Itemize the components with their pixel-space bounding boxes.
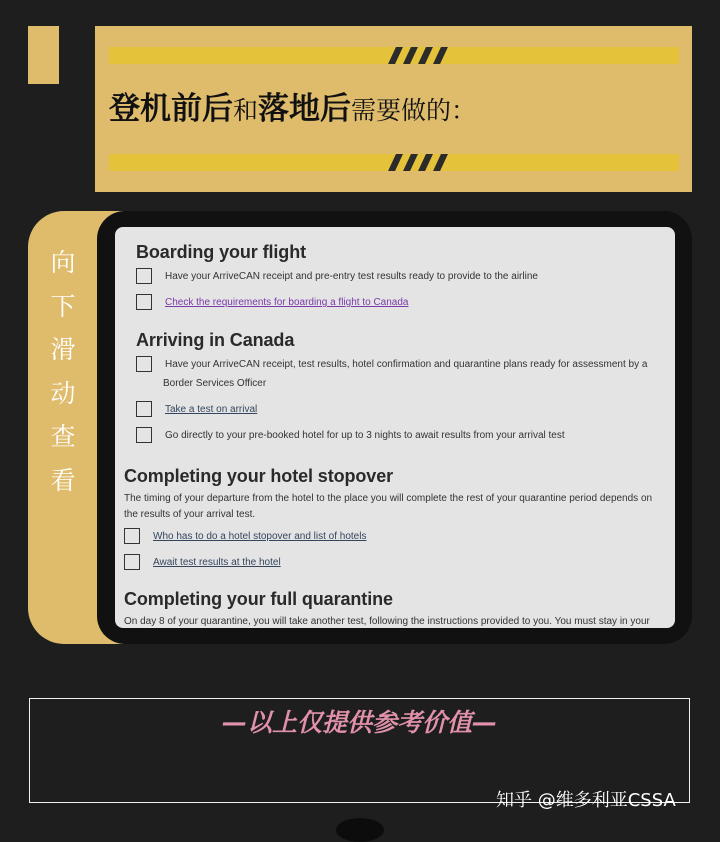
- checkbox[interactable]: [136, 356, 152, 372]
- quarantine-paragraph: On day 8 of your quarantine, you will take another test, following the instructions provided to you. You must stay in your: [124, 616, 650, 627]
- header-accent-tab: [28, 26, 59, 84]
- checkbox[interactable]: [124, 554, 140, 570]
- scroll-hint-char: 滑: [50, 335, 76, 364]
- checkbox[interactable]: [136, 268, 152, 284]
- checkbox[interactable]: [136, 427, 152, 443]
- header-stripe-bottom: [109, 154, 679, 171]
- title-suffix: 需要做的：: [351, 96, 477, 125]
- boarding-requirements-link[interactable]: Check the requirements for boarding a flight to Canada: [165, 297, 409, 308]
- bottom-decoration: [336, 818, 384, 842]
- checklist-item-text: Have your ArriveCAN receipt, test results, hotel confirmation and quarantine plans ready for assessment by a: [165, 359, 648, 370]
- checkbox[interactable]: [124, 528, 140, 544]
- checklist-item-text: Have your ArriveCAN receipt and pre-entry test results ready to provide to the airline: [165, 271, 538, 282]
- section-heading-hotel: Completing your hotel stopover: [124, 466, 394, 486]
- scroll-hint-text: [28, 241, 98, 502]
- title-and: 和: [233, 96, 259, 125]
- scroll-hint-char: 查: [50, 422, 76, 451]
- test-on-arrival-link[interactable]: Take a test on arrival: [165, 404, 258, 415]
- scrollable-checklist[interactable]: [115, 227, 675, 628]
- header-banner: [95, 26, 692, 192]
- paragraph-line: the results of your arrival test.: [124, 509, 256, 520]
- checkbox[interactable]: [136, 401, 152, 417]
- scroll-hint-char: 看: [50, 465, 76, 495]
- scroll-hint-char: 动: [50, 378, 76, 408]
- section-heading-quarantine: Completing your full quarantine: [124, 589, 393, 609]
- title-part1: 登机前后: [109, 91, 233, 127]
- hotel-paragraph: [124, 491, 652, 523]
- slash-decoration-icon: [392, 47, 444, 64]
- slash-decoration-icon: [392, 154, 444, 171]
- checkbox[interactable]: [136, 294, 152, 310]
- checklist-item-text: Go directly to your pre-booked hotel for up to 3 nights to await results from your arrival test: [165, 430, 565, 441]
- paragraph-line: The timing of your departure from the hotel to the place you will complete the rest of your quarantine period depends on: [124, 493, 653, 504]
- checklist-item-text: Border Services Officer: [163, 378, 267, 389]
- disclaimer-text: —以上仅提供参考价值—: [221, 708, 497, 737]
- scroll-hint-char: 下: [50, 291, 76, 321]
- hotel-list-link[interactable]: Who has to do a hotel stopover and list of hotels: [153, 531, 367, 542]
- section-heading-arriving: Arriving in Canada: [136, 330, 295, 350]
- scroll-hint-char: 向: [50, 248, 76, 277]
- header-stripe-top: [109, 47, 679, 64]
- title-part2: 落地后: [258, 91, 352, 127]
- section-heading-boarding: Boarding your flight: [136, 242, 306, 262]
- watermark: 知乎 @维多利亚CSSA: [496, 790, 676, 811]
- page-title: [109, 88, 476, 131]
- await-results-link[interactable]: Await test results at the hotel: [153, 557, 281, 568]
